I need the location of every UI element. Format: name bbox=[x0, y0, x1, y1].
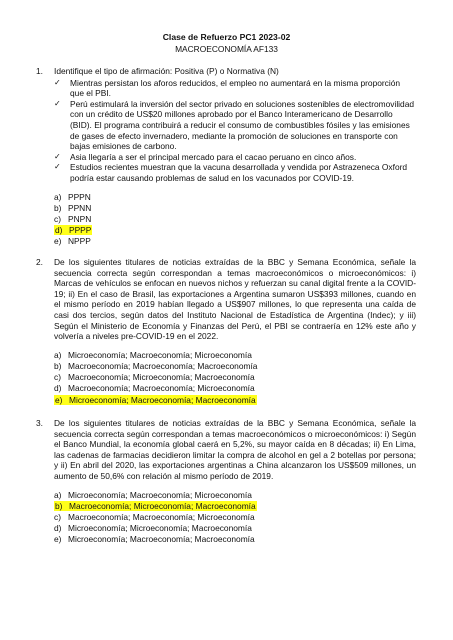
question-number: 3. bbox=[36, 418, 43, 428]
option-letter: e) bbox=[54, 534, 62, 545]
option-letter: d) bbox=[55, 225, 63, 236]
option-text: PPPN bbox=[68, 191, 91, 202]
option-text: Microeconomía; Macroeconomía; Microeconomía bbox=[68, 489, 252, 500]
checkmark-icon: ✓ bbox=[54, 162, 61, 172]
checkmark-icon: ✓ bbox=[54, 98, 61, 108]
option-b bbox=[54, 501, 416, 512]
checkmark-icon: ✓ bbox=[54, 77, 61, 87]
option-text: Microeconomía; Macroeconomía; Macroeconomía bbox=[68, 534, 255, 545]
option-text: PNPN bbox=[68, 213, 92, 224]
option-text: Microeconomía; Macroeconomía; Microeconomía bbox=[68, 349, 252, 360]
option-a bbox=[54, 490, 416, 501]
option-d bbox=[54, 383, 416, 394]
option-text: Macroeconomía; Macroeconomía; Microeconomía bbox=[68, 511, 255, 522]
statement-item bbox=[54, 99, 416, 152]
option-b bbox=[54, 203, 416, 214]
option-letter: b) bbox=[55, 500, 63, 511]
option-text: Macroeconomía; Microeconomía; Macroeconomía bbox=[68, 372, 255, 383]
highlighted-answer bbox=[54, 395, 257, 405]
option-letter: d) bbox=[54, 523, 62, 534]
option-d bbox=[54, 225, 416, 236]
question-number: 2. bbox=[36, 257, 43, 267]
statement-item bbox=[54, 78, 416, 99]
option-text: Microeconomía; Macroeconomía; Macroeconomía bbox=[69, 394, 256, 405]
option-letter: b) bbox=[54, 202, 62, 213]
option-text: PPPP bbox=[69, 225, 92, 236]
option-text: Microeconomía; Microeconomía; Macroeconomía bbox=[68, 523, 252, 534]
option-c bbox=[54, 372, 416, 383]
option-b bbox=[54, 361, 416, 372]
option-text: Macroeconomía; Macroeconomía; Microeconomía bbox=[68, 383, 255, 394]
option-letter: c) bbox=[54, 511, 61, 522]
option-letter: c) bbox=[54, 213, 61, 224]
option-letter: a) bbox=[54, 349, 62, 360]
option-list bbox=[54, 350, 416, 406]
option-text: PPNN bbox=[68, 202, 92, 213]
checkmark-icon: ✓ bbox=[54, 151, 61, 161]
statement-item bbox=[54, 152, 416, 163]
option-text: Macroeconomía; Microeconomía; Macroeconomía bbox=[69, 500, 256, 511]
question-prompt: Identifique el tipo de afirmación: Positiva (P) o Normativa (N) bbox=[54, 66, 279, 76]
option-letter: a) bbox=[54, 191, 62, 202]
option-letter: c) bbox=[54, 372, 61, 383]
highlighted-answer bbox=[54, 501, 257, 511]
question-2 bbox=[36, 257, 416, 406]
statement-list bbox=[54, 78, 416, 184]
option-text: NPPP bbox=[68, 236, 91, 247]
statement-text: Mientras persistan los aforos reducidos, el empleo no aumentará en la misma proporción que el PBI. bbox=[70, 77, 401, 99]
question-number: 1. bbox=[36, 66, 43, 76]
page-title: Clase de Refuerzo PC1 2023-02 bbox=[162, 32, 291, 42]
statement-text: Estudios recientes muestran que la vacuna desarrollada y vendida por Astrazeneca Oxford podría estar causando problemas de salud en los vacunados por COVID-19. bbox=[70, 162, 408, 183]
option-list bbox=[54, 192, 416, 248]
question-prompt: De los siguientes titulares de noticias extraídas de la BBC y Semana Económica, señale la secuencia correcta según correspondan a temas macroeconómicos o microeconómicos: i) Según el Banco Mundial, la economía global caerá en 5,2%, su mayor caída en 8 décadas; ii) En Lima, las cadenas de farmacias decidieron limitar la compra de alcohol en gel a 2 botellas por persona; y ii) En abril del 2020, las exportaciones argentinas a China alcanzaron los US$509 millones, un aumento de 50,6% con relación al mismo período de 2019. bbox=[54, 418, 416, 481]
option-letter: a) bbox=[54, 489, 62, 500]
option-c bbox=[54, 512, 416, 523]
highlighted-answer bbox=[54, 225, 92, 235]
option-list bbox=[54, 490, 416, 546]
option-e bbox=[54, 395, 416, 406]
option-letter: b) bbox=[54, 360, 62, 371]
option-d bbox=[54, 523, 416, 534]
option-letter: e) bbox=[54, 236, 62, 247]
question-prompt: De los siguientes titulares de noticias extraídas de la BBC y Semana Económica, señale la secuencia correcta según correspondan a temas macroeconómicos o microeconómicos: i) Marcas de vehículos se enfocan en nuevos nichos y refuerzan su canal digital frente a la COVID-19; ii) En el caso de Brasil, las exportaciones a Argentina sumaron US$393 millones, cuando en el mismo período en 2019 habían llegado a US$907 millones, lo que representa una caída de casi dos tercios, según datos del Instituto Nacional de Estadística de Argentina (Indec); y iii) Según el Ministerio de Economía y Finanzas del Perú, el PBI se contraería en 12% este año y volvería a niveles pre-COVID-19 en el 2022. bbox=[54, 257, 416, 342]
option-letter: d) bbox=[54, 383, 62, 394]
statement-text: Perú estimulará la inversión del sector privado en soluciones sostenibles de electromovilidad con un crédito de US$20 millones aprobado por el Banco Interamericano de Desarrollo (BID). El programa contribuirá a reducir el consumo de combustibles fósiles y las emisiones de gases de efecto invernadero, mediante la promoción de soluciones en transporte con bajas emisiones de carbono. bbox=[70, 98, 415, 152]
option-text: Macroeconomía; Macroeconomía; Macroeconomía bbox=[68, 360, 258, 371]
statement-text: Asia llegaría a ser el principal mercado para el cacao peruano en cinco años. bbox=[70, 151, 357, 162]
question-3 bbox=[36, 418, 416, 546]
option-c bbox=[54, 214, 416, 225]
option-e bbox=[54, 236, 416, 247]
statement-item bbox=[54, 162, 416, 183]
option-a bbox=[54, 350, 416, 361]
option-letter: e) bbox=[55, 394, 63, 405]
option-a bbox=[54, 192, 416, 203]
option-e bbox=[54, 534, 416, 545]
page-subtitle: MACROECONOMÍA AF133 bbox=[175, 44, 278, 54]
question-1 bbox=[36, 66, 416, 247]
